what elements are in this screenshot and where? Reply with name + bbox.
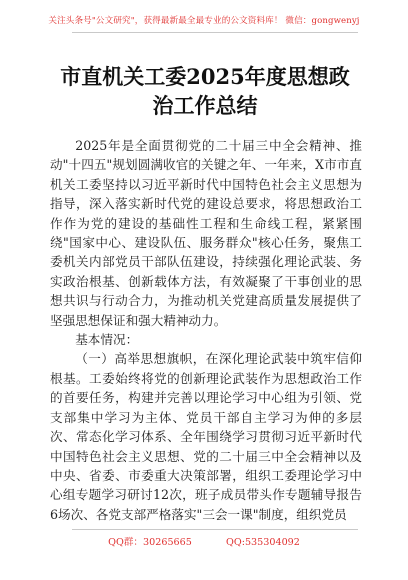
paragraph-intro: 2025年是全面贯彻党的二十届三中全会精神、推动"十四五"规划圆满收官的关键之年、一年来，X市市直机关工委坚持以习近平新时代中国特色社会主义思想为指导，深入落实新时代党的建设总要求，将思想政治工作作为党的建设的基础性工程和生命线工程，紧紧围绕"国家中心、建设队伍、服务群众"核心任务，聚焦工委机关内部党员干部队伍建设，持续强化理论武装、务实政治根基、创新载体方法，有效凝聚了干事创业的思想共识与行动合力，为推动机关党建高质量发展提供了坚强思想保证和强大精神动力。 [50, 138, 362, 328]
paragraph-section-one: （一）高举思想旗帜，在深化理论武装中筑牢信仰根基。工委始终将党的创新理论武装作为思想政治工作的首要任务，构建并完善以理论学习中心组为引领、党支部集中学习为主体、党员干部自主学习为伸的多层次、常态化学习体系、全年围绕学习贯彻习近平新时代中国特色社会主义思想、党的二十届三中全会精神以及中央、省委、市委重大决策部署，组织工委理论学习中心组专题学习研讨12次，班子成员带头作专题辅导报告6场次、各党支部严格落实"三会一课"制度，组织党员 [50, 351, 362, 522]
document-title: 市直机关工委2025年度思想政治工作总结 [60, 64, 350, 118]
footer-qq-group: QQ群：30265665 [108, 537, 192, 548]
header-divider [72, 32, 358, 33]
header-promo-note: 关注头条号"公文研究"，获得最新最全最专业的公文资料库！ 微信：gongwenyj [48, 16, 360, 26]
footer-contact [0, 534, 408, 548]
paragraph-basic-info-heading: 基本情况： [75, 332, 139, 348]
footer-divider [72, 529, 358, 530]
footer-qq-number: QQ:535304092 [225, 537, 300, 548]
document-body [50, 136, 362, 524]
